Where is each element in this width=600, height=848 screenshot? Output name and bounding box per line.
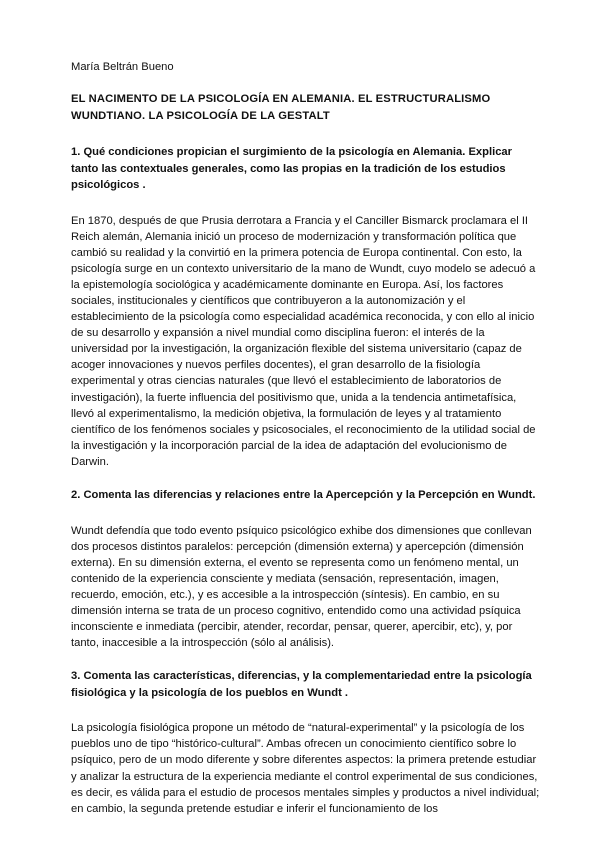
answer-1: En 1870, después de que Prusia derrotara a Francia y el Canciller Bismarck proclamara el II Reich alemán, Alemania inició un proceso de modernización y transformación política que cambió su realidad y la convirtió en la primera potencia de Europa continental. Con esto, la psicología surge en un contexto universitario de la mano de Wundt, cuyo modelo se adecuó a la epistemología sociológica y académicamente dominante en Europa. Así, los factores sociales, institucionales y científicos que contribuyeron a la autonomización y el establecimiento de la psicología como especialidad académica reconocida, y con ello al inicio de su desarrollo y expansión a nivel mundial como disciplina fueron: el interés de la universidad por la investigación, la organización flexible del sistema universitario (capaz de acoger innovaciones y nuevos perfiles docentes), el gran desarrollo de la fisiología experimental y otras ciencias naturales (que llevó el establecimiento de laboratorios de investigación), la fuerte influencia del positivismo que, unida a la tendencia antimetafísica, llevó al experimentalismo, la medición objetiva, la formulación de leyes y al tratamiento científico de los fenómenos sociales y psicosociales, el reconocimiento de la utilidad social de la investigación y la incorporación parcial de la idea de adaptación del evolucionismo de Darwin.	[71, 214, 536, 468]
document-title: EL NACIMENTO DE LA PSICOLOGÍA EN ALEMANIA. EL ESTRUCTURALISMO WUNDTIANO. LA PSICOLOGÍA DE LA GESTALT	[71, 93, 491, 122]
answer-2: Wundt defendía que todo evento psíquico psicológico exhibe dos dimensiones que conllevan dos procesos distintos paralelos: percepción (dimensión externa) y apercepción (dimensión externa). En su dimensión externa, el evento se representa como un fenómeno mental, un contenido de la experiencia consciente y mediata (sensación, representación, imagen, recuerdo, emoción, etc.), y es accesible a la introspección (síntesis). En cambio, en su dimensión interna se trata de un proceso cognitivo, entendido como una actividad psíquica inconsciente e inmediata (percibir, atender, recordar, pensar, querer, apercibir, etc), y, por tanto, inaccesible a la introspección (sólo al análisis).	[71, 524, 532, 650]
author-name: María Beltrán Bueno	[71, 61, 174, 73]
question-1: 1. Qué condiciones propician el surgimiento de la psicología en Alemania. Explicar tanto las contextuales generales, como las propias en la tradición de los estudios psicológicos .	[71, 146, 512, 191]
document-page	[71, 60, 541, 834]
question-3: 3. Comenta las características, diferencias, y la complementariedad entre la psicología fisiológica y la psicología de los pueblos en Wundt .	[71, 670, 532, 699]
question-2: 2. Comenta las diferencias y relaciones entre la Apercepción y la Percepción en Wundt.	[71, 489, 536, 501]
answer-3: La psicología fisiológica propone un método de “natural-experimental” y la psicología de los pueblos uno de tipo “histórico-cultural”. Ambas ofrecen un conocimiento científico sobre lo psíquico, pero de un modo diferente y sobre diferentes aspectos: la primera pretende estudiar y analizar la estructura de la experiencia mediante el control experimental de sus condiciones, es decir, es válida para el estudio de procesos mentales simples y productos a nivel individual; en cambio, la segunda pretende estudiar e inferir el funcionamiento de los	[71, 722, 540, 815]
